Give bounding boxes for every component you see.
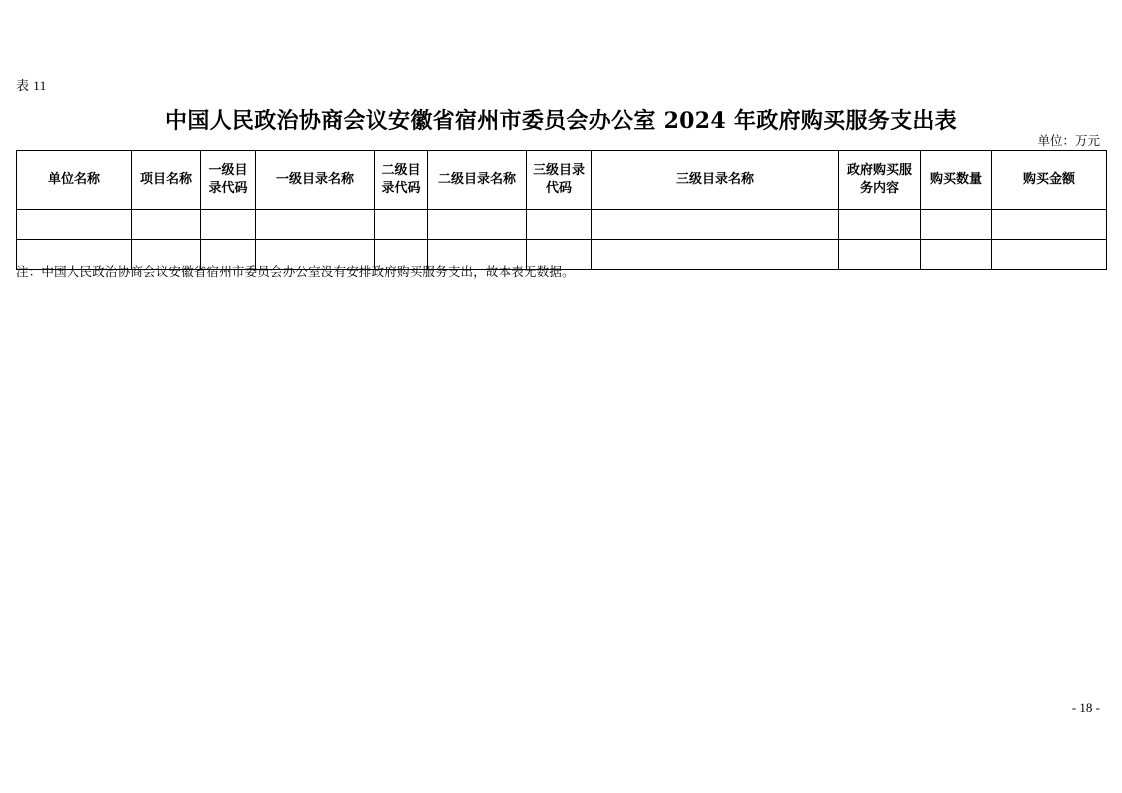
table-cell [921, 240, 992, 270]
column-header: 政府购买服务内容 [839, 151, 921, 210]
column-header: 单位名称 [17, 151, 132, 210]
table-cell [992, 240, 1107, 270]
table-label: 表 11 [16, 78, 47, 93]
table-body [17, 210, 1107, 270]
table-cell [527, 210, 592, 240]
expenditure-table [16, 150, 1107, 270]
table-cell [592, 210, 839, 240]
column-header: 购买金额 [992, 151, 1107, 210]
unit-note: 单位：万元 [1037, 134, 1100, 148]
column-header: 二级目录代码 [375, 151, 428, 210]
table-cell [132, 210, 201, 240]
column-header: 项目名称 [132, 151, 201, 210]
table-cell [256, 210, 375, 240]
footnote: 注：中国人民政治协商会议安徽省宿州市委员会办公室没有安排政府购买服务支出，故本表无数据。 [16, 265, 575, 279]
table-header [17, 151, 1107, 210]
table-cell [17, 210, 132, 240]
page-title: 中国人民政治协商会议安徽省宿州市委员会办公室 2024 年政府购买服务支出表 [165, 108, 957, 134]
table-cell [201, 210, 256, 240]
column-header: 一级目录名称 [256, 151, 375, 210]
page-number: - 18 - [1071, 700, 1100, 715]
table-header-row [17, 151, 1107, 210]
table-cell [921, 210, 992, 240]
table-cell [992, 210, 1107, 240]
table-cell [839, 240, 921, 270]
table-row [17, 210, 1107, 240]
table-cell [592, 240, 839, 270]
table-cell [375, 210, 428, 240]
column-header: 一级目录代码 [201, 151, 256, 210]
column-header: 二级目录名称 [428, 151, 527, 210]
column-header: 三级目录代码 [527, 151, 592, 210]
column-header: 三级目录名称 [592, 151, 839, 210]
column-header: 购买数量 [921, 151, 992, 210]
expenditure-table-wrapper [16, 150, 1106, 270]
table-cell [428, 210, 527, 240]
table-cell [839, 210, 921, 240]
